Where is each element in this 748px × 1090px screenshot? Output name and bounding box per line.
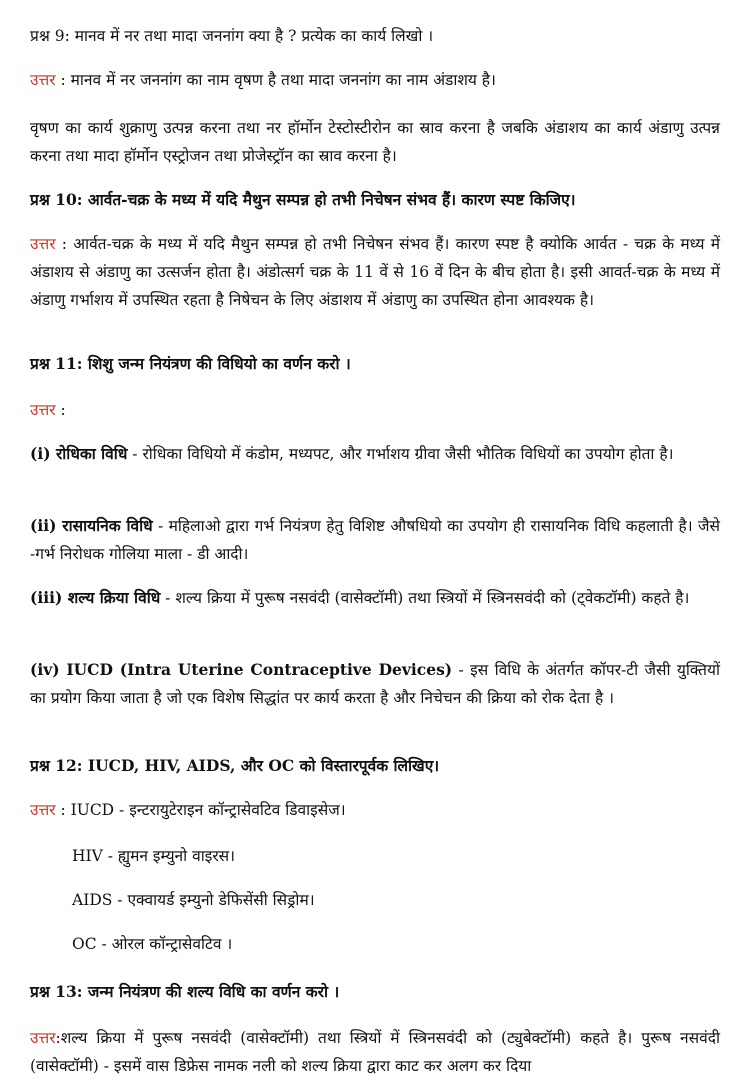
question-11-text: प्रश्न 11: शिशु जन्म नियंत्रण की विधियो का वर्णन करो । <box>30 354 351 373</box>
method-item-text: - शल्य क्रिया में पुरूष नसवंदी (वासेक्टॉमी) तथा स्त्रियों में स्त्रिनसवंदी को (ट्वेकटॉमी) कहते है। <box>160 589 690 607</box>
answer-12 <box>30 796 720 824</box>
abbrev-line-text: AIDS - एक्वायर्ड इम्युनो डेफिसेंसी सिड्रोम। <box>72 891 315 909</box>
method-item-text: - रोधिका विधियो में कंडोम, मध्यपट, और गर्भाशय ग्रीवा जैसी भौतिक विधियों का उपयोग होता है। <box>127 445 674 463</box>
answer-label: उत्तर <box>30 71 56 89</box>
abbrev-line-text: HIV - ह्युमन इम्युनो वाइरस। <box>72 847 236 865</box>
answer-label: उत्तर <box>30 1029 56 1047</box>
question-10-text: प्रश्न 10: आर्वत-चक्र के मध्य में यदि मैथुन सम्पन्न हो तभी निचेषन संभव हैं। कारण स्पष्ट किजिए। <box>30 190 576 209</box>
question-13-text: प्रश्न 13: जन्म नियंत्रण की शल्य विधि का वर्णन करो । <box>30 982 340 1001</box>
method-item <box>30 440 720 468</box>
method-item <box>30 584 720 612</box>
answer-11-colon: : <box>60 401 66 419</box>
abbrev-line-text: OC - ओरल कॉन्ट्रासेवटिव । <box>72 935 233 953</box>
answer-13-text: :शल्य क्रिया में पुरूष नसवंदी (वासेक्टॉमी) तथा स्त्रियों में स्त्रिनसवंदी को (ट्युबेक्टॉमी) कहते है। पुरूष नसवंदी (वासेक्टॉमी) - इसमें वास डिफ्रेस नामक नली को शल्य क्रिया द्वारा काट कर अलग कर दिया <box>30 1029 720 1075</box>
question-9 <box>30 22 720 50</box>
answer-9 <box>30 66 720 94</box>
question-11 <box>30 350 720 378</box>
answer-9-paragraph-text: वृषण का कार्य शुक्राणु उत्पन्न करना तथा नर हॉर्मोन टेस्टोस्टीरोन का स्राव करना है जबकि अंडाशय का कार्य अंडाणु उत्पन्न करना तथा मादा हॉर्मोन एस्ट्रोजन तथा प्रोजेस्ट्रॉन का स्राव करना है। <box>30 119 720 165</box>
question-12-text: प्रश्न 12: IUCD, HIV, AIDS, और OC को विस्तारपूर्वक लिखिए। <box>30 756 440 775</box>
method-item-head: (iv) IUCD (Intra Uterine Contraceptive Devices) <box>30 660 453 679</box>
abbrev-line <box>72 930 712 958</box>
method-item-head: (ii) रासायनिक विधि <box>30 516 153 535</box>
method-item-text: - इस विधि के अंतर्गत कॉपर-टी जैसी युक्तियों का प्रयोग किया जाता है जो एक विशेष सिद्धांत पर कार्य करता है और निचेचन की क्रिया को रोक देता है । <box>30 661 720 707</box>
answer-10-text: : आर्वत-चक्र के मध्य में यदि मैथुन सम्पन्न हो तभी निचेषन संभव हैं। कारण स्पष्ट है क्योकि आर्वत - चक्र के मध्य में अंडाशय से अंडाणु का उत्सर्जन होता है। अंडोत्सर्ग चक्र के 11 वें से 16 वें दिन के बीच होता है। इसी आवर्त-चक्र के मध्य में अंडाणु गर्भाशय में उपस्थित रहता है निषेचन के लिए अंडाशय में अंडाणु का उपस्थित होना आवश्यक है। <box>30 235 720 309</box>
answer-13 <box>30 1024 720 1080</box>
abbrev-line <box>72 886 712 914</box>
question-13 <box>30 978 720 1006</box>
method-item-head: (i) रोधिका विधि <box>30 444 128 463</box>
method-item <box>30 512 720 568</box>
answer-11 <box>30 396 720 424</box>
answer-label: उत्तर <box>30 801 56 819</box>
answer-label: उत्तर <box>30 401 56 419</box>
method-item <box>30 656 720 712</box>
question-10 <box>30 186 720 214</box>
method-item-text: - महिलाओ द्वारा गर्भ नियंत्रण हेतु विशिष्ट औषधियो का उपयोग ही रासायनिक विधि कहलाती है। जैसे -गर्भ निरोधक गोलिया माला - डी आदी। <box>30 517 721 563</box>
answer-12-text: : IUCD - इन्टरायुटेराइन कॉन्ट्रासेवटिव डिवाइसेज। <box>60 801 346 819</box>
answer-10 <box>30 230 720 314</box>
abbrev-line <box>72 842 712 870</box>
method-item-head: (iii) शल्य क्रिया विधि <box>30 588 161 607</box>
answer-9-paragraph <box>30 114 720 170</box>
answer-9-text: : मानव में नर जननांग का नाम वृषण है तथा मादा जननांग का नाम अंडाशय है। <box>60 71 496 89</box>
question-9-text: प्रश्न 9: मानव में नर तथा मादा जननांग क्या है ? प्रत्येक का कार्य लिखो । <box>30 27 434 45</box>
question-12 <box>30 752 720 780</box>
answer-label: उत्तर <box>30 235 56 253</box>
